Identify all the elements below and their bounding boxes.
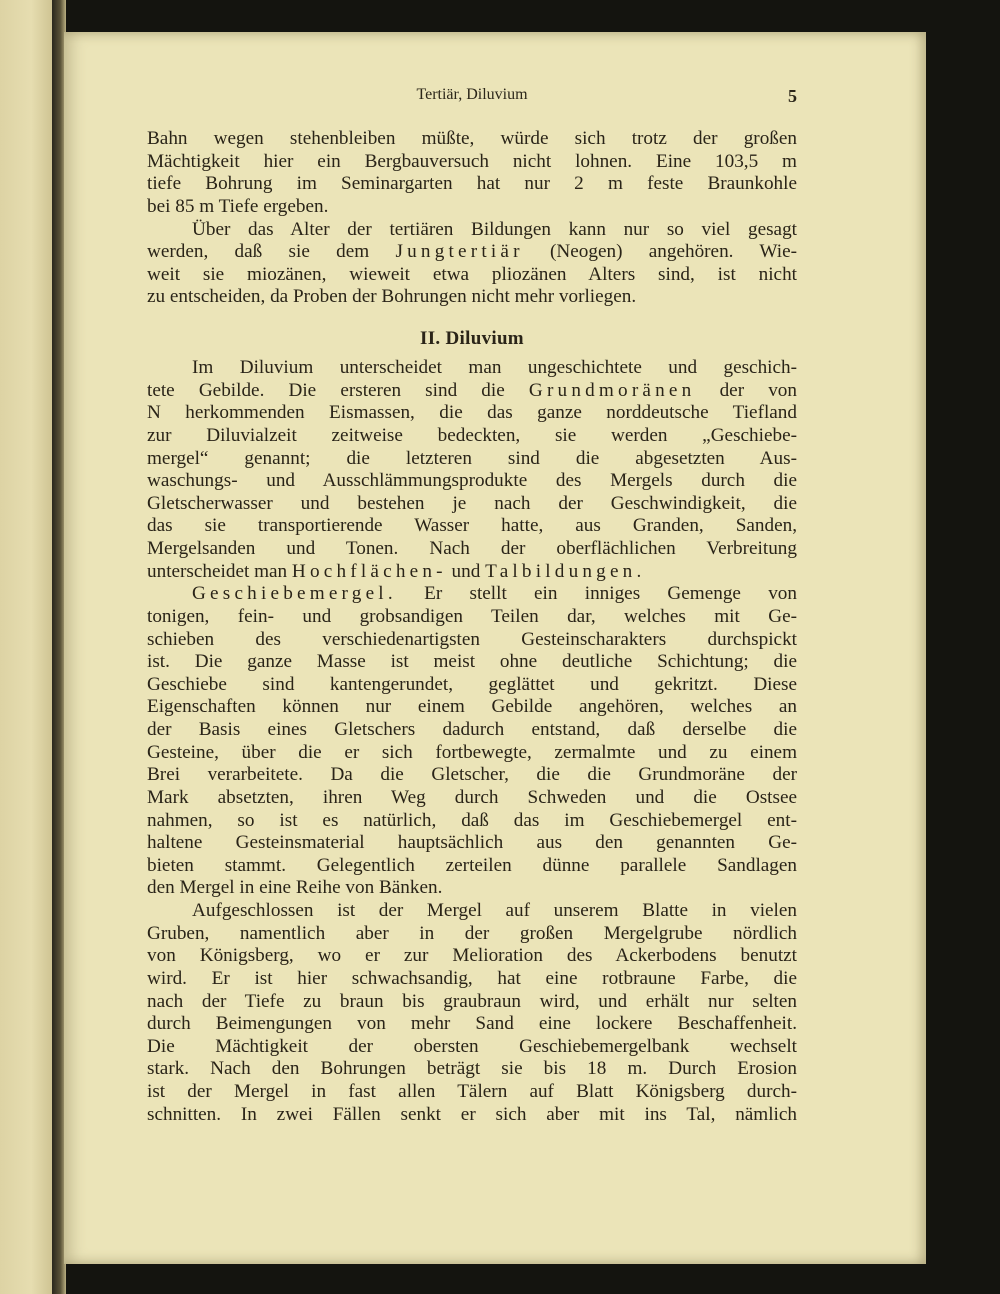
text-line bbox=[147, 1013, 797, 1036]
text-line bbox=[147, 448, 797, 471]
section-heading: II. Diluvium bbox=[420, 328, 524, 349]
text-line bbox=[147, 696, 797, 719]
facing-page-edge bbox=[0, 0, 52, 1294]
text-segment: N herkommenden Eismassen, die das ganze norddeutsche Tiefland bbox=[147, 402, 797, 424]
text-line bbox=[147, 241, 797, 264]
text-line bbox=[147, 810, 797, 833]
text-segment: den Mergel in eine Reihe von Bänken. bbox=[147, 877, 443, 899]
page-number: 5 bbox=[788, 86, 797, 106]
text-segment: tete Gebilde. Die ersteren sind die bbox=[147, 379, 529, 401]
text-segment: haltene Gesteinsmaterial hauptsächlich aus den genannten Ge- bbox=[147, 832, 797, 854]
text-segment: Über das Alter der tertiären Bildungen kann nur so viel gesagt bbox=[192, 218, 797, 240]
text-segment: der Basis eines Gletschers dadurch entstand, daß derselbe die bbox=[147, 719, 797, 740]
text-segment: und bbox=[446, 560, 486, 582]
text-line bbox=[147, 606, 797, 629]
running-title: Tertiär, Diluvium bbox=[416, 86, 528, 103]
text-segment: waschungs- und Ausschlämmungsprodukte des Mergels durch die bbox=[147, 470, 797, 492]
spaced-emphasis-term: Jungtertiär bbox=[395, 241, 524, 263]
text-line bbox=[147, 470, 797, 493]
text-segment: tiefe Bohrung im Seminargarten hat nur 2 m feste Braunkohle bbox=[147, 173, 797, 195]
text-line bbox=[147, 538, 797, 561]
diluvium-section-text bbox=[147, 357, 797, 1126]
text-segment: nahmen, so ist es natürlich, daß das im Geschiebemergel ent- bbox=[147, 809, 797, 831]
text-segment: (Neogen) angehören. Wie- bbox=[523, 241, 797, 263]
text-segment: Aufgeschlossen ist der Mergel auf unserem Blatte in vielen bbox=[192, 900, 797, 921]
text-line bbox=[147, 173, 797, 196]
text-segment: schieben des verschiedenartigsten Gesteinscharakters durchspickt bbox=[147, 628, 797, 650]
text-line bbox=[147, 742, 797, 765]
text-line bbox=[147, 764, 797, 787]
text-line bbox=[147, 151, 797, 174]
spaced-emphasis-term: Talbildungen. bbox=[485, 560, 646, 582]
text-segment: nach der Tiefe zu braun bis graubraun wird, und erhält nur selten bbox=[147, 990, 797, 1012]
text-segment: von Königsberg, wo er zur Melioration des Ackerbodens benutzt bbox=[147, 945, 797, 967]
text-segment: Mark absetzten, ihren Weg durch Schweden und die Ostsee bbox=[147, 786, 797, 808]
text-segment: unterscheidet man bbox=[147, 560, 292, 582]
page-body bbox=[147, 128, 797, 1126]
spaced-emphasis-term: Hochflächen- bbox=[291, 560, 447, 582]
text-line bbox=[147, 264, 797, 287]
text-line bbox=[147, 357, 797, 380]
text-line bbox=[147, 651, 797, 674]
text-segment: Geschiebe sind kantengerundet, geglättet und gekritzt. Diese bbox=[147, 673, 797, 695]
text-line bbox=[147, 1081, 797, 1104]
text-segment: mergel“ genannt; die letzteren sind die abgesetzten Aus- bbox=[147, 447, 797, 469]
text-segment: ist. Die ganze Masse ist meist ohne deutliche Schichtung; die bbox=[147, 651, 797, 673]
text-segment: stark. Nach den Bohrungen beträgt sie bis 18 m. Durch Erosion bbox=[147, 1058, 797, 1080]
text-line bbox=[147, 515, 797, 538]
text-line bbox=[147, 1036, 797, 1059]
text-line bbox=[147, 900, 797, 923]
tertiary-section-text bbox=[147, 128, 797, 309]
text-line bbox=[147, 583, 797, 606]
text-line bbox=[147, 945, 797, 968]
text-segment: bei 85 m Tiefe ergeben. bbox=[147, 195, 329, 217]
text-segment: Mächtigkeit hier ein Bergbauversuch nicht lohnen. Eine 103,5 m bbox=[147, 150, 797, 172]
text-line bbox=[147, 196, 797, 219]
text-segment: Eigenschaften können nur einem Gebilde angehören, welches an bbox=[147, 696, 797, 718]
text-segment: zu entscheiden, da Proben der Bohrungen nicht mehr vorliegen. bbox=[147, 286, 637, 308]
text-segment: der von bbox=[695, 379, 797, 401]
text-segment: zur Diluvialzeit zeitweise bedeckten, sie werden „Geschiebe- bbox=[147, 424, 797, 446]
text-line bbox=[147, 561, 797, 584]
text-line bbox=[147, 877, 797, 900]
text-line bbox=[147, 1104, 797, 1127]
text-segment: tonigen, fein- und grobsandigen Teilen dar, welches mit Ge- bbox=[147, 605, 797, 627]
text-line bbox=[147, 493, 797, 516]
text-segment: Brei verarbeitete. Da die Gletscher, die die Grundmoräne der bbox=[147, 764, 797, 786]
text-segment: das sie transportierende Wasser hatte, aus Granden, Sanden, bbox=[147, 515, 797, 537]
text-line bbox=[147, 425, 797, 448]
text-line bbox=[147, 128, 797, 151]
text-line bbox=[147, 832, 797, 855]
text-segment: Gesteine, über die er sich fortbewegte, zermalmte und zu einem bbox=[147, 741, 797, 763]
text-line bbox=[147, 719, 797, 742]
text-segment: wird. Er ist hier schwachsandig, hat eine rotbraune Farbe, die bbox=[147, 967, 797, 989]
text-segment: durch Beimengungen von mehr Sand eine lockere Beschaffenheit. bbox=[147, 1013, 797, 1035]
text-segment: Im Diluvium unterscheidet man ungeschichtete und geschich- bbox=[192, 357, 797, 378]
text-line bbox=[147, 219, 797, 242]
text-line bbox=[147, 787, 797, 810]
text-line bbox=[147, 674, 797, 697]
text-line bbox=[147, 855, 797, 878]
text-line bbox=[147, 402, 797, 425]
text-segment: weit sie miozänen, wieweit etwa pliozänen Alters sind, ist nicht bbox=[147, 263, 797, 285]
text-segment: Gruben, namentlich aber in der großen Mergelgrube nördlich bbox=[147, 922, 797, 944]
text-segment: ist der Mergel in fast allen Tälern auf Blatt Königsberg durch- bbox=[147, 1081, 797, 1102]
text-line bbox=[147, 286, 797, 309]
text-segment: Gletscherwasser und bestehen je nach der Geschwindigkeit, die bbox=[147, 492, 797, 514]
text-segment: schnitten. In zwei Fällen senkt er sich aber mit ins Tal, nämlich bbox=[147, 1103, 797, 1125]
page-header bbox=[147, 84, 797, 108]
spaced-emphasis-term: Geschiebemergel. bbox=[192, 583, 397, 605]
text-segment: bieten stammt. Gelegentlich zerteilen dünne parallele Sandlagen bbox=[147, 854, 797, 876]
text-line bbox=[147, 380, 797, 403]
text-line bbox=[147, 968, 797, 991]
text-segment: Mergelsanden und Tonen. Nach der oberflächlichen Verbreitung bbox=[147, 538, 797, 559]
text-segment: Er stellt ein inniges Gemenge von bbox=[396, 583, 797, 605]
spaced-emphasis-term: Grundmoränen bbox=[528, 379, 696, 401]
text-segment: Bahn wegen stehenbleiben müßte, würde sich trotz der großen bbox=[147, 128, 797, 149]
text-segment: Die Mächtigkeit der obersten Geschiebemergelbank wechselt bbox=[147, 1035, 797, 1057]
text-line bbox=[147, 991, 797, 1014]
text-segment: werden, daß sie dem bbox=[147, 241, 396, 263]
text-line bbox=[147, 629, 797, 652]
text-line bbox=[147, 923, 797, 946]
text-line bbox=[147, 1058, 797, 1081]
